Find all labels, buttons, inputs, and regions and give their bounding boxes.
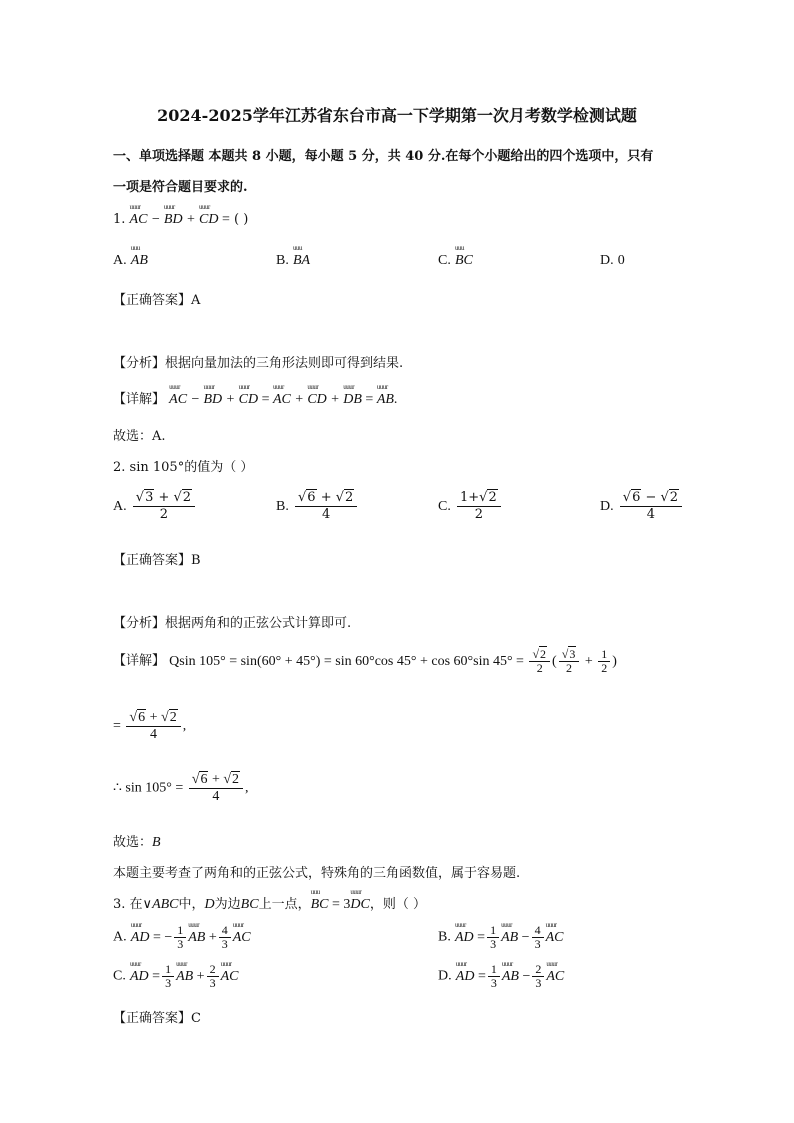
question-3-option-c: C. uuur AD = $\frac{1}{3}$ uuur AB + $\frac{2}{3}$ uuur AC — [113, 963, 238, 990]
question-1-expression: uuur AC − uuur BD + uuur CD = — [130, 212, 230, 227]
question-1-analysis: 【分析】根据向量加法的三角形法则即可得到结果. — [113, 356, 404, 371]
question-1-choose: 故选：A. — [113, 429, 166, 444]
question-3-option-b: B. uuur AD = $\frac{1}{3}$ uuur AB − $\frac{4}{3}$ uuur AC — [438, 924, 563, 951]
question-3-option-a: A. uuur AD = − $\frac{1}{3}$ uuur AB + $\frac{4}{3}$ uuur AC — [113, 924, 251, 951]
question-2-option-c: C. $\frac{1+√2}{2}$ — [438, 490, 503, 523]
section-heading-line-1: 一、单项选择题 本题共 8 小题，每小题 5 分，共 40 分.在每个小题给出的四个选项中，只有 — [113, 149, 654, 164]
question-2-answer: 【正确答案】B — [113, 553, 201, 568]
question-1-detail: 【详解】 uuur AC − uuur BD + uuur CD = uuur AC + uuur CD + uuur DB = uuur AB. — [113, 388, 397, 408]
question-3-answer: 【正确答案】C — [113, 1011, 201, 1026]
question-1-paren: ( ) — [234, 212, 249, 227]
question-1-answer: 【正确答案】A — [113, 293, 201, 308]
question-3-stem: 3. 在∨ABC中，D为边BC上一点，uuu BC = 3uuur DC，则（ ） — [113, 893, 426, 913]
question-3-option-d: D. uuur AD = $\frac{1}{3}$ uuur AB − $\frac{2}{3}$ uuur AC — [438, 963, 564, 990]
section-heading-line-2: 一项是符合题目要求的. — [113, 180, 248, 195]
question-2-detail: 【详解】 Qsin 105° = sin(60° + 45°) = sin 60°cos 45° + cos 60°sin 45° = $\frac{√2}{2}$ ( $\frac{√3}{2}$ + $\frac{1}{2}$ ) — [113, 647, 617, 675]
question-1-option-d: D. 0 — [600, 253, 625, 268]
question-2-detail-step-2: = $\frac{√6 + √2}{4}$ , — [113, 710, 187, 742]
question-2-number: 2. — [113, 460, 126, 475]
question-1-stem — [113, 212, 248, 228]
question-2-choose: 故选：B — [113, 835, 161, 850]
question-1-option-a: A. uuu AB — [113, 253, 148, 269]
question-2-summary: 本题主要考查了两角和的正弦公式，特殊角的三角函数值，属于容易题. — [113, 866, 521, 881]
question-2-stem — [113, 456, 253, 475]
question-2-option-b: B. $\frac{√6 + √2}{4}$ — [276, 490, 359, 523]
question-2-analysis: 【分析】根据两角和的正弦公式计算即可. — [113, 616, 352, 631]
question-2-detail-step-3: ∴ sin 105° = $\frac{√6 + √2}{4}$ , — [113, 772, 249, 804]
question-1-option-b: B. uuu BA — [276, 253, 310, 269]
question-2-option-a: A. $\frac{√3 + √2}{2}$ — [113, 490, 197, 523]
question-1-option-c: C. uuu BC — [438, 253, 473, 269]
page-title: 2024-2025学年江苏省东台市高一下学期第一次月考数学检测试题 — [157, 106, 637, 125]
question-1-number: 1. — [113, 212, 126, 227]
question-2-text: sin 105°的值为（ ） — [129, 460, 254, 475]
question-2-option-d: D. $\frac{√6 - √2}{4}$ — [600, 490, 684, 523]
